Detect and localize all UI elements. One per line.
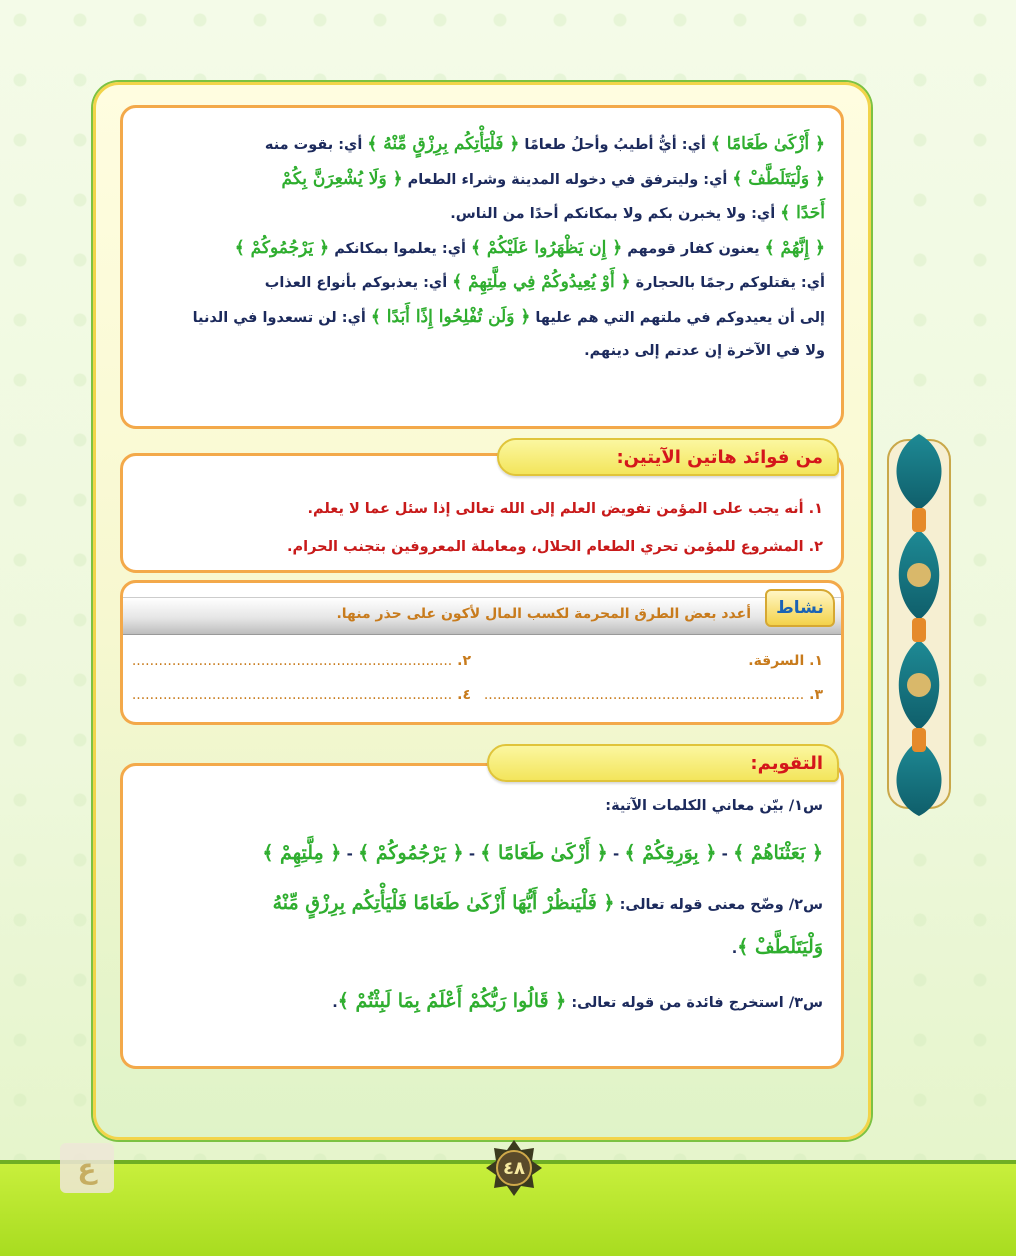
answer-line-2[interactable]: ٢. ........................................................................ <box>131 653 471 669</box>
benefits-list <box>137 490 823 566</box>
benefits-heading: من فوائد هاتين الآيتين: <box>497 438 839 476</box>
benefit-item: ١. أنه يجب على المؤمن تفويض العلم إلى الله تعالى إذا سئل عما لا يعلم. <box>307 501 823 517</box>
page-number-badge <box>486 1140 542 1196</box>
explanation-text: أي: يعلموا بمكانكم <box>329 240 472 257</box>
benefit-item: ٢. المشروع للمؤمن تحري الطعام الحلال، ومعاملة المعروفين بتجنب الحرام. <box>287 539 823 555</box>
question-1-words: ﴿ بَعَثْنَاهُمْ ﴾ - ﴿ بِوَرِقِكُمْ ﴾ - ﴿ أَزْكَىٰ طَعَامًا ﴾ - ﴿ يَرْجُمُوكُمْ ﴾ - ﴿ مِلَّتِهِمْ ﴾ <box>262 842 823 864</box>
quran-phrase: أَحَدًا ﴾ <box>780 203 825 223</box>
explanation-text: أي: يعذبوكم بأنواع العذاب <box>264 275 453 291</box>
answer-dots: ........................................................................ <box>131 687 453 703</box>
question-1: س١/ بيّن معاني الكلمات الآتية: <box>605 798 823 814</box>
vocabulary-text <box>137 128 825 369</box>
explanation-text: أي: يقتلوكم رجمًا بالحجارة <box>630 275 825 291</box>
vocab-line <box>137 301 825 336</box>
explanation-text: إلى أن يعيدوكم في ملتهم التي هم عليها <box>530 309 825 326</box>
vocab-line <box>137 335 825 369</box>
activity-prompt: أعدد بعض الطرق المحرمة لكسب المال لأكون على حذر منها. <box>336 606 751 622</box>
answer-dots: ........................................................................ <box>131 653 453 669</box>
explanation-text: ولا في الآخرة إن عدتم إلى دينهم. <box>584 343 825 359</box>
vocab-line <box>137 266 825 301</box>
vocab-line <box>137 128 825 163</box>
word: ﴿ مِلَّتِهِمْ ﴾ <box>262 842 342 864</box>
quran-phrase: ﴿ وَلَا يُشْعِرَنَّ بِكُمْ <box>281 168 403 189</box>
explanation-text: أي: بقوت منه <box>264 137 368 153</box>
word: ﴿ بِوَرِقِكُمْ ﴾ <box>624 842 717 864</box>
vocab-line <box>137 232 825 267</box>
quran-phrase: ﴿ إِن يَظْهَرُوا عَلَيْكُمْ ﴾ <box>471 237 623 258</box>
activity-panel <box>120 580 844 725</box>
explanation-text: أي: أيُّ أطيبُ وأحلُ طعامًا <box>519 137 711 153</box>
answer-line-3[interactable]: ٣. ........................................................................ <box>483 687 823 703</box>
quran-phrase: ﴿ فَلْيَأْتِكُم بِرِزْقٍ مِّنْهُ ﴾ <box>367 134 520 154</box>
quran-phrase: ﴿ إِنَّهُمْ ﴾ <box>764 237 825 258</box>
vocab-line <box>137 197 825 232</box>
page-number: ٤٨ <box>503 1157 525 1179</box>
question-2-cont: وَلْيَتَلَطَّفْ ﴾. <box>731 936 823 958</box>
explanation-text: يعنون كفار قومهم <box>622 240 765 257</box>
answer-text: السرقة. <box>748 653 805 669</box>
word: ﴿ أَزْكَىٰ طَعَامًا ﴾ <box>480 842 608 864</box>
ornament-decoration <box>880 430 958 818</box>
vocab-line <box>137 163 825 198</box>
explanation-text: أي: ولا يخبرن بكم ولا بمكانكم أحدًا من الناس. <box>450 206 781 222</box>
question-3: س٣/ استخرج فائدة من قوله تعالى: ﴿ قَالُوا رَبُّكُمْ أَعْلَمُ بِمَا لَبِثْتُمْ ﴾. <box>332 990 823 1012</box>
publisher-logo: ع <box>60 1143 114 1193</box>
quran-phrase: ﴿ يَرْجُمُوكُمْ ﴾ <box>234 237 330 258</box>
question-2: س٢/ وضّح معنى قوله تعالى: ﴿ فَلْيَنظُرْ أَيُّهَا أَزْكَىٰ طَعَامًا فَلْيَأْتِكُم بِرِزْقٍ مِّنْهُ <box>272 892 823 914</box>
answer-line-1[interactable]: ١. السرقة. <box>748 653 823 669</box>
activity-bar <box>123 597 841 635</box>
quran-phrase: ﴿ أَزْكَىٰ طَعَامًا ﴾ <box>710 134 825 154</box>
quran-phrase: ﴿ وَلَن تُفْلِحُوا إِذًا أَبَدًا ﴾ <box>370 306 531 327</box>
word: ﴿ بَعَثْنَاهُمْ ﴾ <box>733 842 823 864</box>
answer-dots: ........................................................................ <box>483 687 805 703</box>
evaluation-heading: التقويم: <box>487 744 839 782</box>
evaluation-panel <box>120 763 844 1069</box>
explanation-text: أي: وليترفق في دخوله المدينة وشراء الطعام <box>402 171 733 188</box>
explanation-text: أي: لن تسعدوا في الدنيا <box>192 309 371 326</box>
quran-phrase: ﴿ أَوْ يُعِيدُوكُمْ فِي مِلَّتِهِمْ ﴾ <box>452 272 631 292</box>
answer-line-4[interactable]: ٤. ........................................................................ <box>131 687 471 703</box>
word: ﴿ يَرْجُمُوكُمْ ﴾ <box>358 842 464 864</box>
quran-phrase: ﴿ وَلْيَتَلَطَّفْ ﴾ <box>732 168 825 189</box>
activity-badge: نشاط <box>765 589 835 627</box>
vocabulary-panel <box>120 105 844 429</box>
